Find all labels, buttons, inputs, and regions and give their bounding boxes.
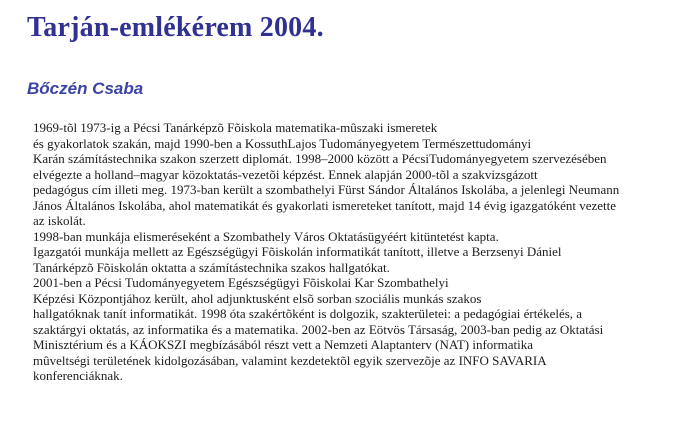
bio-line: 1998-ban munkája elismeréseként a Szombathely Város Oktatásügyéért kitüntetést kapta. (33, 228, 499, 244)
bio-line: elvégezte a holland–magyar közoktatás-vezetõi képzést. Ennek alapján 2000-tõl a szakvizsgázott (33, 166, 538, 182)
bio-line: János Általános Iskolába, ahol matematikát és gyakorlati ismereteket tanított, majd 14 évig igazgatóként vezette (33, 197, 617, 213)
bio-line: 1969-tõl 1973-ig a Pécsi Tanárképzõ Fõiskola matematika-mûszaki ismeretek (33, 120, 438, 135)
bio-line: és gyakorlatok szakán, majd 1990-ben a KossuthLajos Tudományegyetem Természettudományi (33, 135, 532, 151)
bio-line: mûveltségi területének kidolgozásában, valamint kezdetektõl egyik szervezõje az INFO SAVARIA (33, 352, 547, 368)
bio-line: Minisztérium és a KÁOKSZI megbízásából részt vett a Nemzeti Alaptanterv (NAT) informatika (33, 337, 533, 352)
bio-line: Tanárképzõ Fõiskolán oktatta a számítástechnika szakos hallgatókat. (33, 259, 390, 275)
bio-line: Igazgatói munkája mellett az Egészségügyi Fõiskolán informatikát tanított, illetve a Berzsenyi Dániel (33, 244, 562, 259)
bio-line: Karán számítástechnika szakon szerzett diplomát. 1998–2000 között a PécsiTudományegyetem szervezésében (33, 151, 607, 166)
bio-line: az iskolát. (33, 213, 86, 228)
page-title: Tarján-emlékérem 2004. (27, 12, 324, 43)
bio-line: Képzési Központjához került, ahol adjunktusként elsõ sorban szociális munkás szakos (33, 290, 482, 306)
bio-line: hallgatóknak tanít informatikát. 1998 óta szakértõként is dolgozik, szakterületei: a pedagógiai értékelés, a (33, 306, 583, 321)
biography-paragraph (33, 120, 673, 384)
bio-line: konferenciáknak. (33, 368, 123, 383)
bio-line: szaktárgyi oktatás, az informatika és a matematika. 2002-ben az Eötvös Társaság, 2003-ban pedig az Oktatási (33, 321, 604, 337)
bio-line: pedagógus cím illeti meg. 1973-ban került a szombathelyi Fürst Sándor Általános Iskolába, a jelenlegi Neumann (33, 182, 620, 197)
author-name: Bőczén Csaba (27, 79, 144, 98)
bio-line: 2001-ben a Pécsi Tudományegyetem Egészségügyi Fõiskolai Kar Szombathelyi (33, 275, 449, 290)
